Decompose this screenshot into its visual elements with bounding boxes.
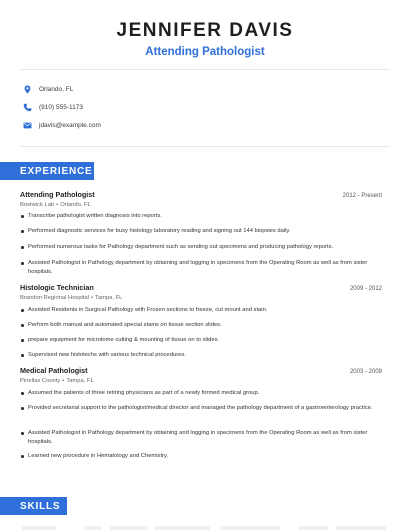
job-employer-line: Pinellas County • Tampa, FL [20, 378, 94, 384]
job-dates: 2009 - 2012 [349, 286, 382, 292]
skill-tag [110, 526, 148, 530]
list-item: Performed numerous tasks for Pathology department such as sending out specimens and producing pathology reports. [20, 243, 382, 252]
job-dates: 2003 - 2009 [349, 369, 382, 375]
list-item: Supervised new histotechs with various technical procedures. [20, 351, 382, 360]
contact-phone [22, 101, 83, 113]
location-text: Orlando, FL [39, 85, 74, 93]
phone-text: (910) 555-1173 [39, 103, 83, 111]
header-divider [20, 69, 390, 70]
contact-location [22, 83, 73, 95]
list-item: Provided secretarial support to the pathologist/medical director and managed the pathology department of a gastroenterology practice. [20, 404, 382, 413]
job-dates: 2012 - Present [342, 193, 382, 199]
email-text: jdavis@example.com [39, 121, 101, 129]
skill-tag [298, 526, 328, 530]
skill-tag [154, 526, 210, 530]
skill-tag [84, 526, 102, 530]
experience-entry [20, 366, 382, 459]
skills-section-heading: SKILLS [0, 497, 67, 515]
list-item: Perform both manual and automated special stains on tissue section slides. [20, 321, 382, 330]
list-item: prepare equipment for microtome cutting & mounting of tissue on to slides. [20, 336, 382, 345]
email-icon [22, 120, 32, 130]
job-location: Tampa, FL [95, 295, 123, 301]
candidate-role: Attending Pathologist [145, 46, 265, 58]
list-item: Assisted Pathologist in Pathology department by obtaining and logging in specimens from the Operating Room as well as from sister hospitals. [20, 259, 382, 276]
location-pin-icon [22, 84, 32, 94]
job-employer-line: Brandon Regional Hospital • Tampa, FL [20, 295, 123, 301]
job-location: Orlando, FL [60, 202, 91, 208]
candidate-name: JENNIFER DAVIS [116, 20, 294, 41]
list-item: Transcribe pathologist written diagnosis into reports. [20, 212, 382, 221]
list-item: Learned new procedure in Hematology and Chemistry. [20, 452, 382, 461]
job-location: Tampa, FL [66, 378, 94, 384]
job-employer: Pinellas County [20, 378, 61, 384]
list-item: Assisted Pathologist in Pathology department by obtaining and logging in specimens from the Operating Room as well as from sister hospitals. [20, 429, 382, 446]
job-title: Attending Pathologist [20, 190, 95, 199]
contact-divider [20, 146, 390, 147]
list-item: Assumed the patients of three retiring physicians as part of a newly formed medical group. [20, 389, 382, 398]
phone-icon [22, 102, 32, 112]
experience-section-heading: EXPERIENCE [0, 162, 94, 180]
skill-tag [22, 526, 56, 530]
job-title: Medical Pathologist [20, 366, 88, 375]
experience-entry [20, 190, 382, 275]
job-title: Histologic Technician [20, 283, 94, 292]
list-item: Assisted Residents in Surgical Pathology with Frozen sections to freeze, cut mount and stain. [20, 306, 382, 315]
list-item: Performed diagnostic services for busy histology laboratory reading and signing out 144 biopsies daily. [20, 227, 382, 236]
experience-entry [20, 283, 382, 358]
skill-tag [336, 526, 386, 530]
resume-header [0, 20, 410, 58]
job-employer-line: Bostwick Lab • Orlando, FL [20, 202, 91, 208]
skill-tag [220, 526, 280, 530]
job-employer: Bostwick Lab [20, 202, 55, 208]
job-employer: Brandon Regional Hospital [20, 295, 89, 301]
contact-email [22, 119, 101, 131]
